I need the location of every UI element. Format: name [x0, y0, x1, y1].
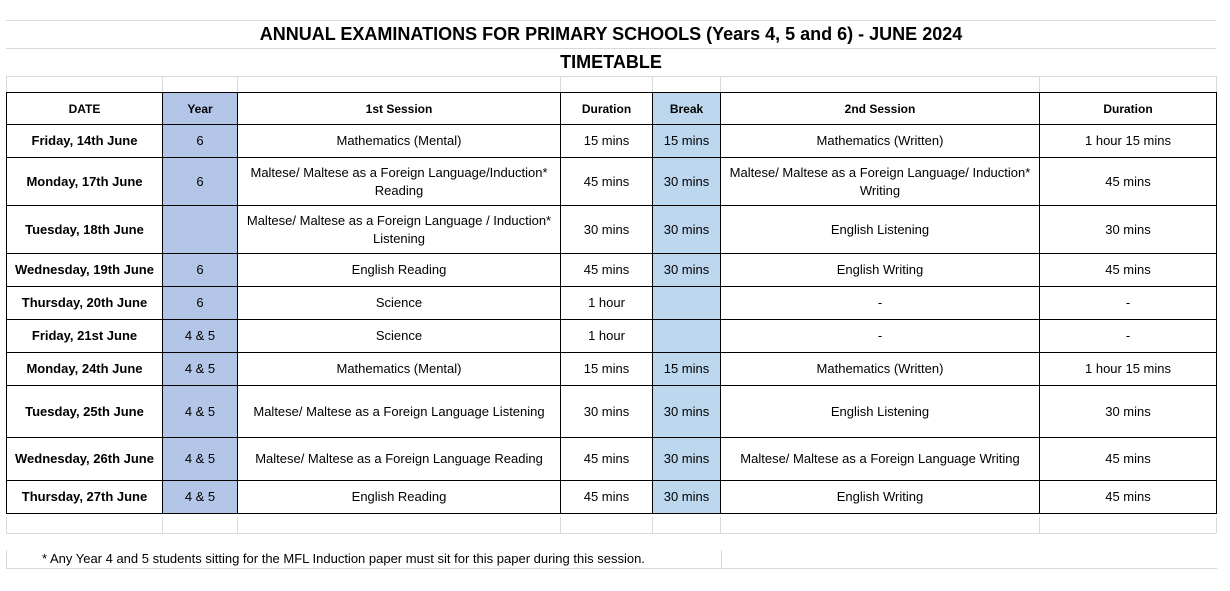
cell-duration1: 30 mins: [561, 206, 653, 254]
cell-duration1: 45 mins: [561, 438, 653, 481]
table-row: [7, 438, 1217, 481]
cell-session2: English Listening: [721, 386, 1040, 438]
cell-year: 6: [163, 287, 238, 320]
cell-session1: Science: [238, 320, 561, 353]
cell-date: Friday, 14th June: [7, 125, 163, 158]
cell-duration2: 30 mins: [1040, 206, 1217, 254]
table-row: [7, 320, 1217, 353]
timetable: [6, 92, 1217, 514]
cell-date: Thursday, 27th June: [7, 481, 163, 514]
cell-session2: English Listening: [721, 206, 1040, 254]
cell-session1: English Reading: [238, 481, 561, 514]
cell-year: 6: [163, 254, 238, 287]
cell-session1: Mathematics (Mental): [238, 125, 561, 158]
cell-session1: Maltese/ Maltese as a Foreign Language/Induction* Reading: [238, 158, 561, 206]
table-row: [7, 158, 1217, 206]
header-row: [7, 93, 1217, 125]
cell-year: 4 & 5: [163, 320, 238, 353]
table-row: [7, 353, 1217, 386]
cell-break: 15 mins: [653, 353, 721, 386]
cell-duration2: -: [1040, 320, 1217, 353]
cell-session2: Maltese/ Maltese as a Foreign Language Writing: [721, 438, 1040, 481]
cell-duration1: 15 mins: [561, 353, 653, 386]
table-row: [7, 254, 1217, 287]
cell-break: [653, 287, 721, 320]
cell-session2: -: [721, 320, 1040, 353]
cell-session1: Mathematics (Mental): [238, 353, 561, 386]
cell-session1: English Reading: [238, 254, 561, 287]
cell-break: 15 mins: [653, 125, 721, 158]
footnote: * Any Year 4 and 5 students sitting for the MFL Induction paper must sit for this paper during this session.: [42, 551, 645, 566]
cell-duration2: 45 mins: [1040, 254, 1217, 287]
header-date: DATE: [7, 93, 163, 125]
spacer-row: [6, 76, 1216, 92]
cell-date: Wednesday, 19th June: [7, 254, 163, 287]
table-row: [7, 481, 1217, 514]
cell-duration1: 1 hour: [561, 287, 653, 320]
header-year: Year: [163, 93, 238, 125]
header-session2: 2nd Session: [721, 93, 1040, 125]
cell-year: 4 & 5: [163, 481, 238, 514]
cell-year: 4 & 5: [163, 386, 238, 438]
cell-date: Thursday, 20th June: [7, 287, 163, 320]
cell-session2: English Writing: [721, 254, 1040, 287]
cell-duration1: 1 hour: [561, 320, 653, 353]
cell-duration2: 1 hour 15 mins: [1040, 353, 1217, 386]
header-break: Break: [653, 93, 721, 125]
cell-break: [653, 320, 721, 353]
cell-duration2: 45 mins: [1040, 158, 1217, 206]
cell-break: 30 mins: [653, 438, 721, 481]
cell-duration2: 45 mins: [1040, 481, 1217, 514]
cell-session2: Maltese/ Maltese as a Foreign Language/ Induction* Writing: [721, 158, 1040, 206]
cell-break: 30 mins: [653, 254, 721, 287]
cell-date: Tuesday, 25th June: [7, 386, 163, 438]
cell-session2: Mathematics (Written): [721, 353, 1040, 386]
cell-date: Tuesday, 18th June: [7, 206, 163, 254]
cell-break: 30 mins: [653, 158, 721, 206]
cell-date: Monday, 17th June: [7, 158, 163, 206]
cell-date: Wednesday, 26th June: [7, 438, 163, 481]
table-row: [7, 125, 1217, 158]
cell-year: 4 & 5: [163, 353, 238, 386]
cell-break: 30 mins: [653, 206, 721, 254]
cell-session1: Maltese/ Maltese as a Foreign Language Listening: [238, 386, 561, 438]
cell-duration1: 45 mins: [561, 158, 653, 206]
cell-year: 6: [163, 125, 238, 158]
page-subtitle: TIMETABLE: [6, 48, 1216, 77]
cell-year: 6: [163, 158, 238, 206]
cell-break: 30 mins: [653, 386, 721, 438]
header-session1: 1st Session: [238, 93, 561, 125]
cell-session1: Maltese/ Maltese as a Foreign Language / Induction* Listening: [238, 206, 561, 254]
cell-session2: English Writing: [721, 481, 1040, 514]
cell-duration2: 30 mins: [1040, 386, 1217, 438]
cell-date: Monday, 24th June: [7, 353, 163, 386]
cell-duration2: 1 hour 15 mins: [1040, 125, 1217, 158]
cell-session1: Science: [238, 287, 561, 320]
cell-date: Friday, 21st June: [7, 320, 163, 353]
empty-rows: [6, 517, 1216, 534]
cell-year: [163, 206, 238, 254]
cell-duration2: 45 mins: [1040, 438, 1217, 481]
cell-duration1: 45 mins: [561, 481, 653, 514]
cell-duration1: 45 mins: [561, 254, 653, 287]
table-row: [7, 287, 1217, 320]
table-row: [7, 206, 1217, 254]
table-row: [7, 386, 1217, 438]
cell-session2: Mathematics (Written): [721, 125, 1040, 158]
cell-year: 4 & 5: [163, 438, 238, 481]
cell-session2: -: [721, 287, 1040, 320]
footnote-row: [6, 550, 1217, 569]
header-duration1: Duration: [561, 93, 653, 125]
cell-break: 30 mins: [653, 481, 721, 514]
cell-duration1: 30 mins: [561, 386, 653, 438]
cell-duration1: 15 mins: [561, 125, 653, 158]
cell-duration2: -: [1040, 287, 1217, 320]
cell-session1: Maltese/ Maltese as a Foreign Language Reading: [238, 438, 561, 481]
page-title: ANNUAL EXAMINATIONS FOR PRIMARY SCHOOLS (Years 4, 5 and 6) - JUNE 2024: [6, 20, 1216, 48]
header-duration2: Duration: [1040, 93, 1217, 125]
